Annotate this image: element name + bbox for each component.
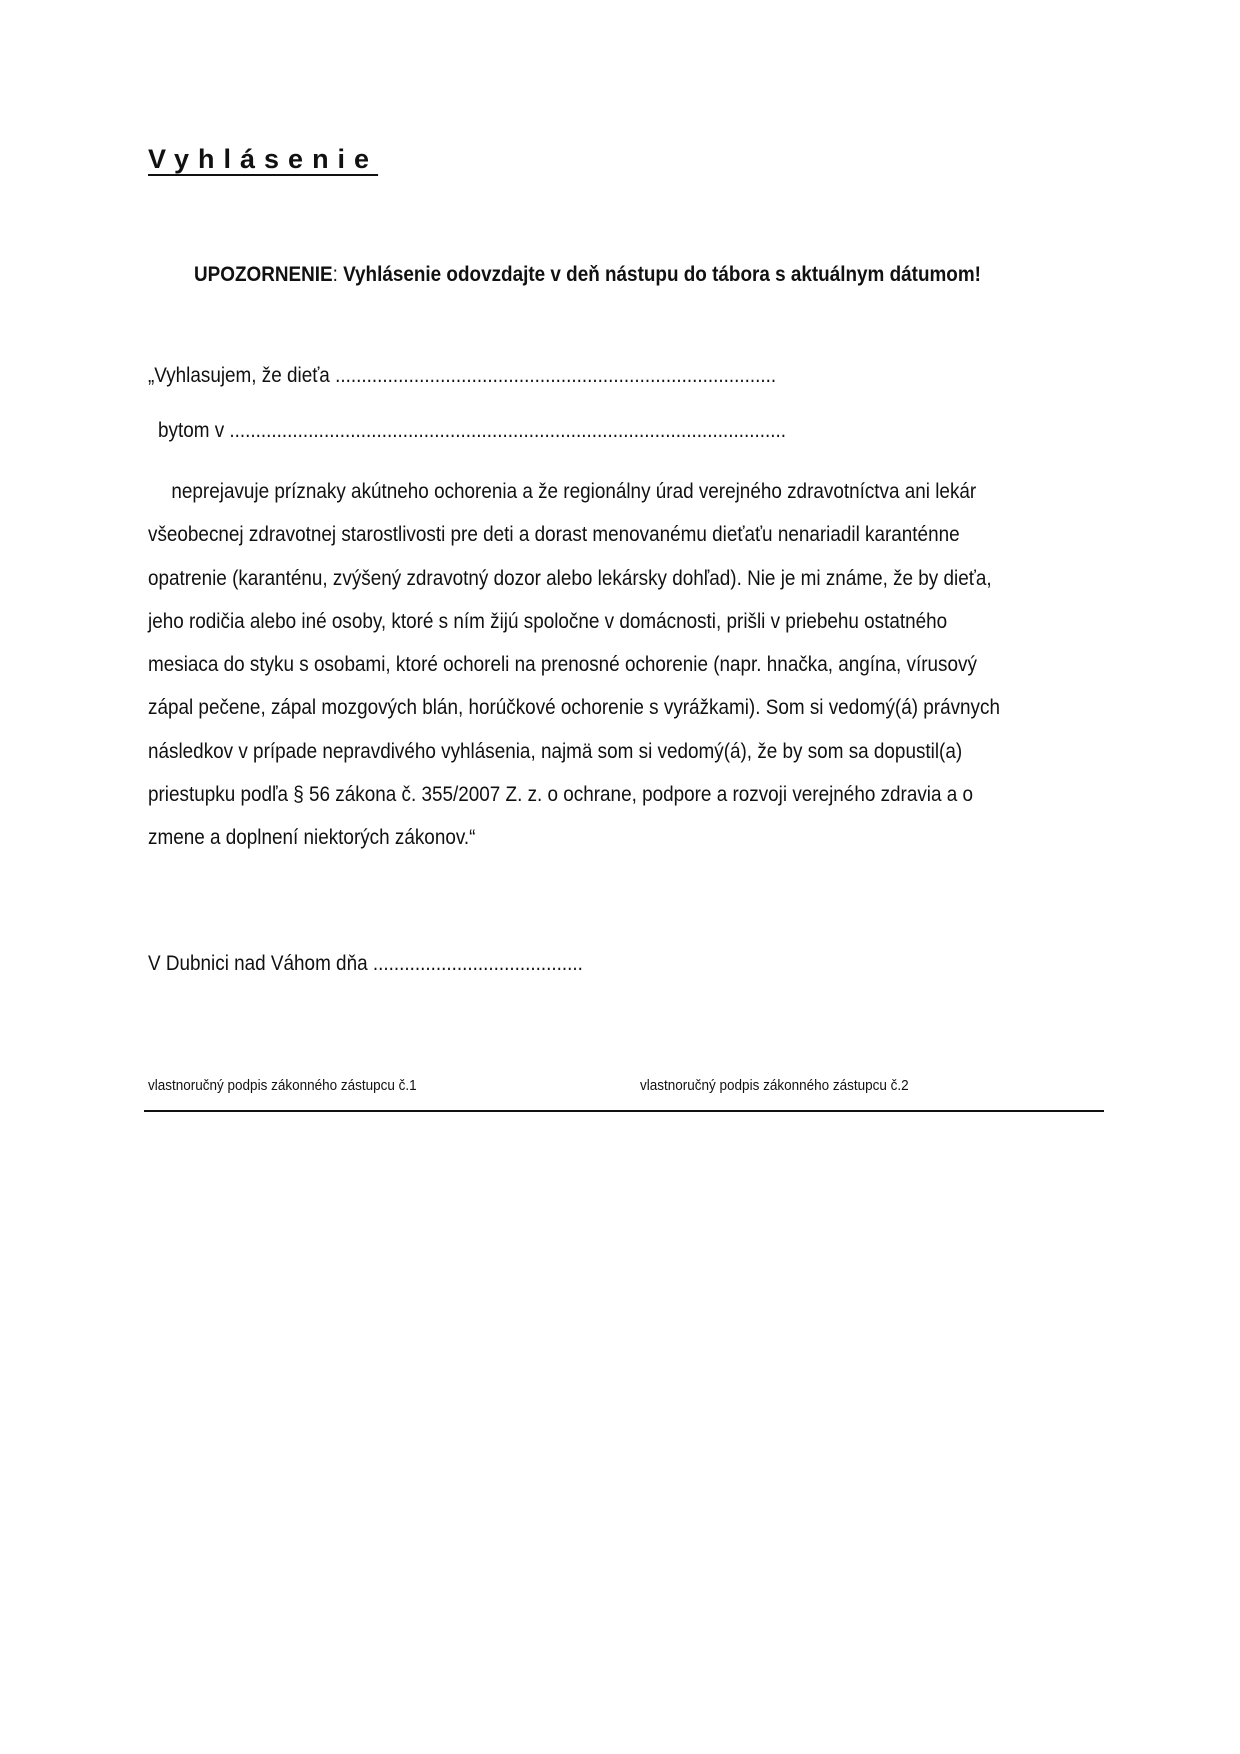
body-line: priestupku podľa § 56 zákona č. 355/2007 Z. z. o ochrane, podpore a rozvoji verejného zdravia a o — [148, 783, 974, 807]
declaration-body — [148, 470, 1000, 860]
signature-label-2: vlastnoručný podpis zákonného zástupcu č.2 — [640, 1077, 909, 1094]
document-title: Vyhlásenie — [148, 144, 379, 174]
child-name-line: „Vyhlasujem, že dieťa .................................................................................... — [148, 364, 777, 387]
notice-separator: : — [332, 263, 338, 286]
body-line: zápal pečene, zápal mozgových blán, horúčkové ochorenie s vyrážkami). Som si vedomý(á) právnych — [148, 696, 1000, 720]
notice — [194, 263, 981, 287]
signature-rule — [144, 1110, 1104, 1112]
notice-label: UPOZORNENIE — [194, 263, 333, 286]
body-line: všeobecnej zdravotnej starostlivosti pre deti a dorast menovanému dieťaťu nenariadil karanténne — [148, 523, 960, 547]
signature-label-1: vlastnoručný podpis zákonného zástupcu č.1 — [148, 1077, 417, 1094]
address-line: bytom v .......................................................................................................... — [158, 419, 787, 442]
body-line: následkov v prípade nepravdivého vyhlásenia, najmä som si vedomý(á), že by som sa dopustil(a) — [148, 739, 963, 763]
body-line: neprejavuje príznaky akútneho ochorenia a že regionálny úrad verejného zdravotníctva ani lekár — [171, 480, 977, 503]
body-line: jeho rodičia alebo iné osoby, ktoré s ním žijú spoločne v domácnosti, prišli v priebehu ostatného — [148, 609, 948, 633]
place-date-line: V Dubnici nad Váhom dňa ........................................ — [148, 952, 583, 975]
notice-text: Vyhlásenie odovzdajte v deň nástupu do tábora s aktuálnym dátumom! — [337, 263, 981, 286]
body-line: opatrenie (karanténu, zvýšený zdravotný dozor alebo lekársky dohľad). Nie je mi známe, že by dieťa, — [148, 566, 992, 590]
body-line: zmene a doplnení niektorých zákonov.“ — [148, 826, 476, 850]
body-line: mesiaca do styku s osobami, ktoré ochoreli na prenosné ochorenie (napr. hnačka, angína, vírusový — [148, 653, 977, 677]
